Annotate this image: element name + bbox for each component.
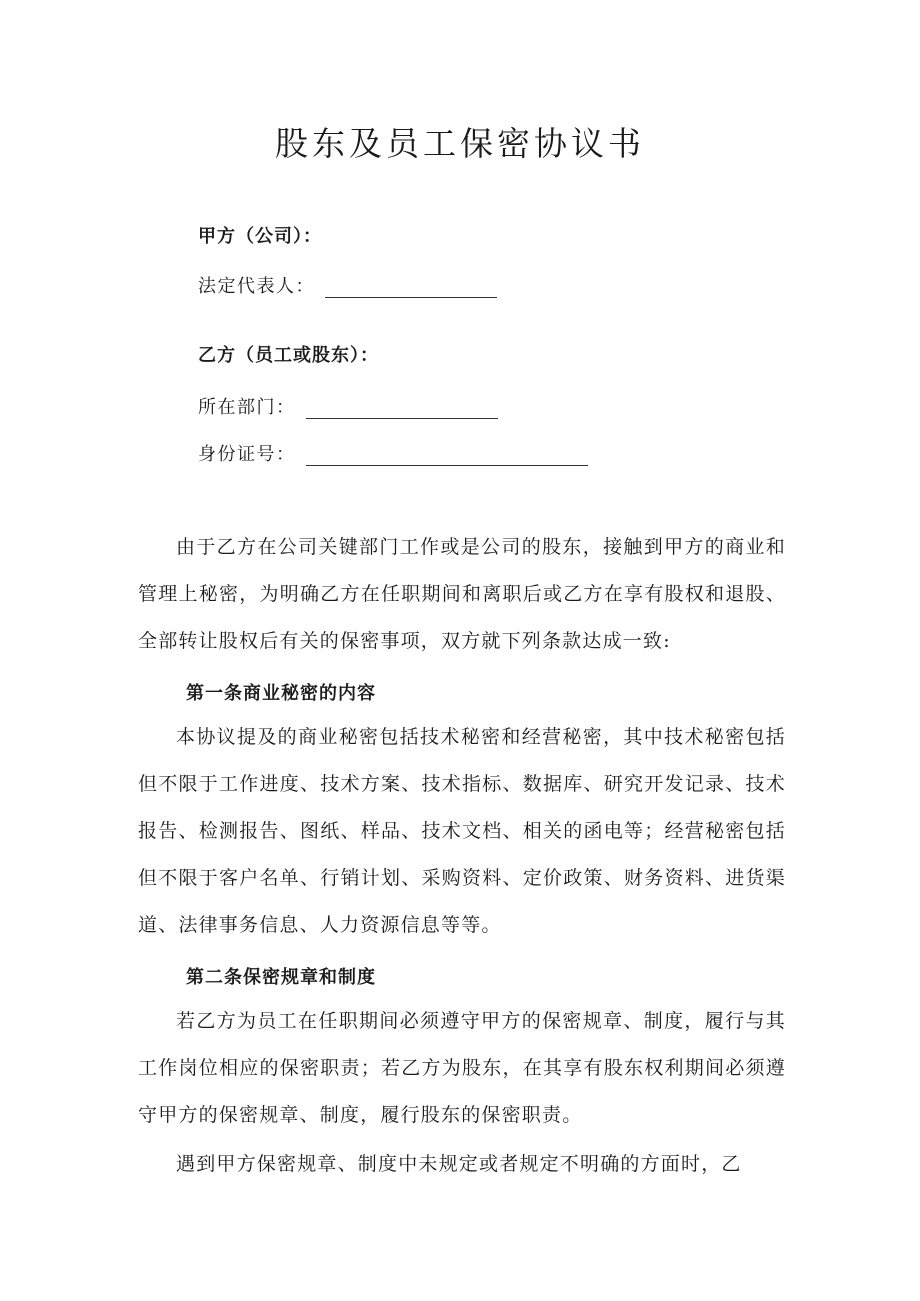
legal-rep-blank[interactable] bbox=[325, 279, 497, 298]
article-2-heading: 第二条保密规章和制度 bbox=[186, 967, 376, 988]
department-blank[interactable] bbox=[306, 400, 498, 419]
legal-rep-label: 法定代表人： bbox=[198, 276, 315, 297]
document-title: 股东及员工保密协议书 bbox=[275, 124, 645, 163]
id-number-field bbox=[198, 440, 588, 466]
article-2-body-2: 遇到甲方保密规章、制度中未规定或者规定不明确的方面时，乙 bbox=[176, 1153, 742, 1175]
id-number-blank[interactable] bbox=[306, 447, 588, 466]
party-b-label: 乙方（员工或股东）： bbox=[198, 345, 379, 366]
intro-paragraph: 由于乙方在公司关键部门工作或是公司的股东，接触到甲方的商业和管理上秘密，为明确乙方在任职期间和离职后或乙方在享有股权和退股、全部转让股权后有关的保密事项，双方就下列条款达成一致: bbox=[138, 536, 786, 652]
article-1-heading: 第一条商业秘密的内容 bbox=[186, 683, 376, 704]
id-number-label: 身份证号： bbox=[198, 444, 296, 465]
party-a-label: 甲方（公司）： bbox=[198, 226, 322, 247]
article-1-body: 本协议提及的商业秘密包括技术秘密和经营秘密，其中技术秘密包括但不限于工作进度、技术方案、技术指标、数据库、研究开发记录、技术报告、检测报告、图纸、样品、技术文档、相关的函电等；经营秘密包括但不限于客户名单、行销计划、采购资料、定价政策、财务资料、进货渠道、法律事务信息、人力资源信息等等。 bbox=[138, 726, 786, 936]
department-label: 所在部门： bbox=[198, 397, 296, 418]
article-2-body-1: 若乙方为员工在任职期间必须遵守甲方的保密规章、制度，履行与其工作岗位相应的保密职责；若乙方为股东，在其享有股东权利期间必须遵守甲方的保密规章、制度，履行股东的保密职责。 bbox=[138, 1010, 786, 1126]
department-field bbox=[198, 393, 498, 419]
legal-rep-field bbox=[198, 272, 497, 298]
